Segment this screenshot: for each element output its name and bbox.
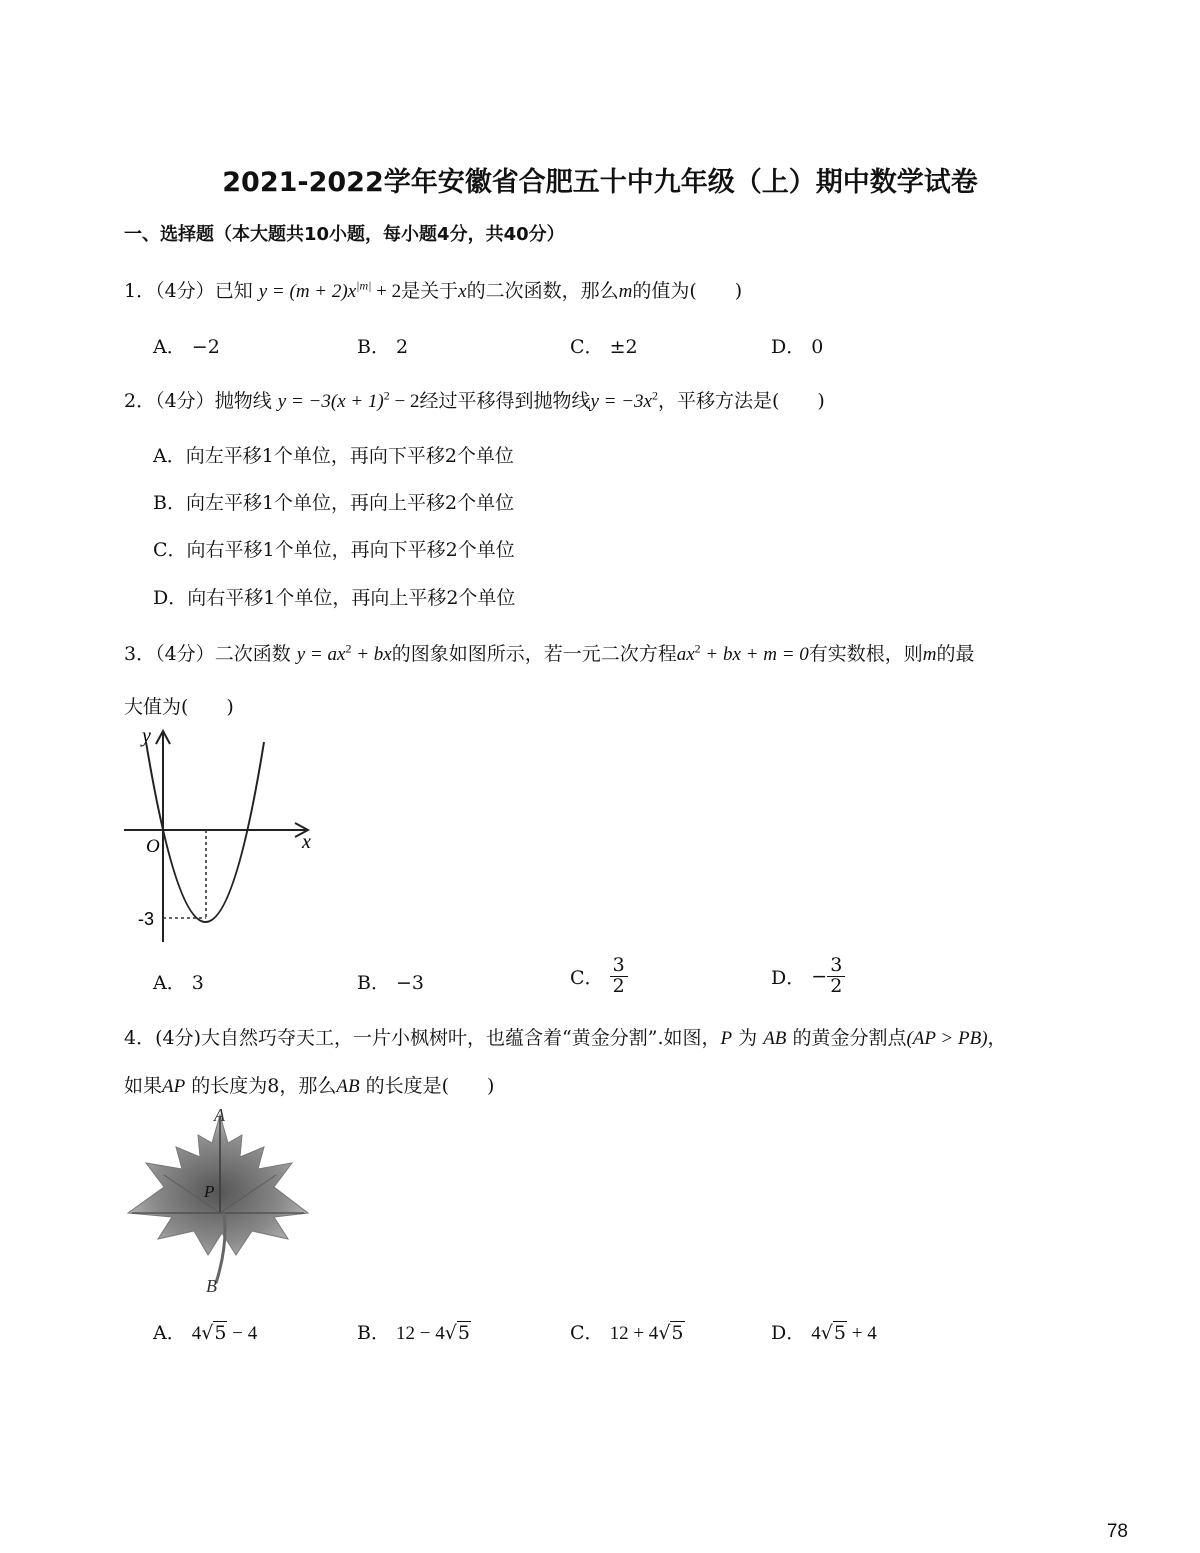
q2-option-c: C．向右平移1个单位，再向下平移2个单位 [153, 539, 515, 561]
point-p-label: P [204, 1182, 215, 1201]
q4-var-p: P [720, 1028, 733, 1049]
q4-var-ap: AP [162, 1076, 186, 1097]
q4-text-d: ， [987, 1027, 1007, 1049]
q3-parabola-figure [118, 722, 328, 947]
q4-number: 4．(4分) [124, 1027, 202, 1049]
exam-title: 2021-2022学年安徽省合肥五十中九年级（上）期中数学试卷 [222, 167, 978, 198]
q3-option-a: A． 3 [153, 972, 204, 994]
q4-text-c: 的黄金分割点 [792, 1027, 907, 1049]
q4-var-ab: AB [763, 1028, 787, 1049]
q4-condition: (AP > PB) [906, 1028, 988, 1049]
q3-option-b: B． −3 [357, 972, 425, 994]
q1-formula: $y = (m + 2)x^{|m|} + 2$ [258, 278, 402, 302]
q4-option-d: D． 4√5 + 4 [771, 1322, 877, 1344]
q4-option-a: A． 4√5 − 4 [153, 1322, 258, 1344]
q1-text-c: 的二次函数，那么 [466, 280, 619, 302]
q3-option-c-fraction: $\frac{3}{2}$ [610, 956, 628, 997]
q3-formula-2: $ax^2$ + bx + m = 0 [676, 641, 809, 665]
q1-option-b: B． 2 [357, 336, 409, 358]
q4-maple-leaf-figure [124, 1105, 314, 1297]
q1-text-a: 已知 [214, 280, 253, 302]
question-4-stem [124, 1023, 1007, 1050]
q1-var-m: m [618, 281, 633, 302]
y-axis-label: y [142, 725, 151, 747]
q4-option-b: B． 12 − 4√5 [357, 1322, 470, 1344]
q2-number: 2．（4分） [124, 390, 215, 412]
q4-text-b: 为 [738, 1027, 758, 1049]
q4-stem-line-2: 如果AP 的长度为8，那么AB 的长度是( ) [124, 1075, 495, 1097]
question-3-stem [124, 639, 975, 666]
question-1-stem [124, 276, 742, 303]
q2-text-b: 经过平移得到抛物线 [419, 390, 591, 412]
q1-var-x: x [458, 281, 467, 302]
q2-option-b: B．向左平移1个单位，再向上平移2个单位 [153, 492, 515, 514]
q2-formula-2: $y = -3x^2$ [590, 388, 658, 412]
q1-option-c: C． ±2 [570, 336, 638, 358]
q3-option-d-fraction: $\frac{3}{2}$ [827, 956, 845, 997]
q3-var-m: m [922, 644, 937, 665]
q2-text-c: ，平移方法是( ) [657, 390, 825, 412]
origin-label: O [146, 836, 160, 857]
question-2-stem [124, 386, 825, 413]
q3-option-d: D． − $\frac{3}{2}$ [771, 956, 845, 997]
q3-formula-1: $y = ax^2$ + bx [296, 641, 392, 665]
point-a-label: A [214, 1105, 225, 1125]
q1-text-b: 是关于 [401, 280, 459, 302]
q2-formula-1: $y = -3(x + 1)^2 - 2$ [277, 388, 420, 412]
q2-option-d: D．向右平移1个单位，再向上平移2个单位 [153, 587, 516, 609]
q3-text-b: 的图象如图所示，若一元二次方程 [391, 643, 677, 665]
q2-text-a: 抛物线 [214, 390, 272, 412]
q2-option-a: A．向左平移1个单位，再向下平移2个单位 [153, 445, 514, 467]
q4-option-c: C． 12 + 4√5 [570, 1322, 684, 1344]
q4-var-ab-2: AB [336, 1076, 360, 1097]
q1-option-a: A． −2 [153, 336, 220, 358]
q1-option-d: D． 0 [771, 336, 824, 358]
section-heading: 一、选择题（本大题共10小题，每小题4分，共40分） [124, 224, 565, 245]
point-b-label: B [206, 1276, 217, 1296]
maple-leaf-shape [128, 1115, 308, 1255]
q1-text-d: 的值为( ) [632, 280, 743, 302]
q3-option-c: C． $\frac{3}{2}$ [570, 956, 628, 997]
q3-stem-line-2: 大值为( ) [124, 696, 234, 718]
page-number: 78 [1106, 1521, 1128, 1542]
q3-number: 3．（4分） [124, 643, 215, 665]
q4-text-a: 大自然巧夺天工，一片小枫树叶，也蕴含着“黄金分割”.如图， [201, 1027, 721, 1049]
q1-number: 1．（4分） [124, 280, 215, 302]
x-axis-label: x [302, 831, 311, 853]
q3-text-c: 有实数根，则 [808, 643, 923, 665]
q3-text-a: 二次函数 [214, 643, 291, 665]
min-value-label: -3 [138, 909, 155, 929]
q3-text-d: 的最 [936, 643, 975, 665]
